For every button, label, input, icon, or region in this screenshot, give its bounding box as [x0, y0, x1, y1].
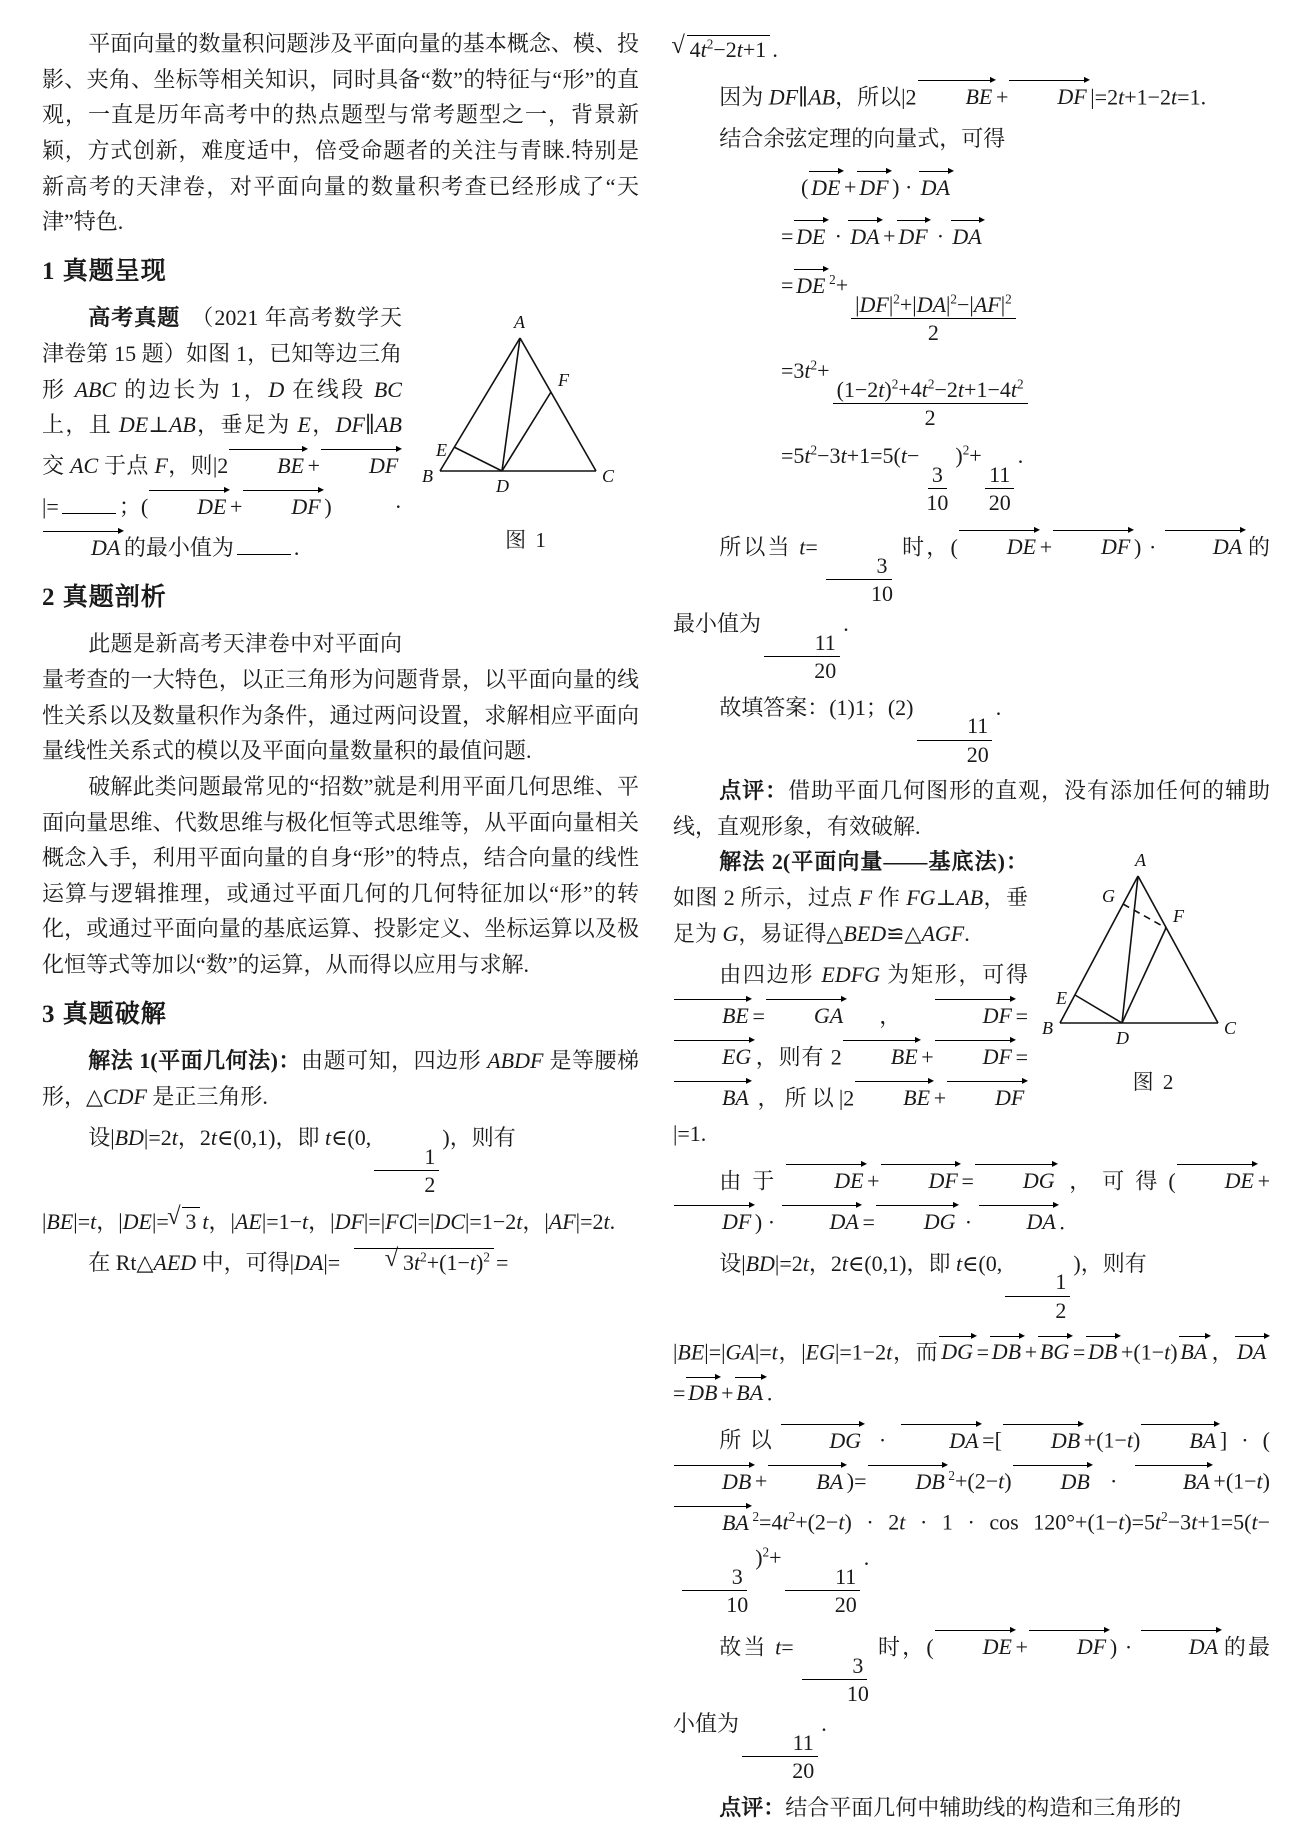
solution-1-text: 由题可知，四边形 ABDF 是等腰梯形，△CDF 是正三角形.	[42, 1048, 639, 1109]
problem-label: 高考真题	[88, 305, 181, 331]
fig1-side-AC	[520, 338, 596, 471]
figure-2	[1038, 848, 1270, 1099]
fig1-label-F: F	[558, 370, 569, 391]
fig1-label-B: B	[422, 466, 433, 487]
fig2-segment-ED	[1075, 995, 1122, 1023]
fig2-segment-DF	[1122, 928, 1166, 1023]
figure-2-caption: 图 2	[1132, 1070, 1176, 1095]
section-2-heading: 2 真题剖析	[42, 583, 167, 611]
fig1-side-AB	[440, 338, 520, 471]
figure-1-caption: 图 1	[505, 528, 548, 553]
fig2-label-F: F	[1173, 906, 1184, 927]
derivation-line-5: $=5t^2-3t+1=5(t-$ $\frac{3}{10}$ )$^2$+ $\frac{11}{20}$ .	[781, 443, 1024, 516]
solution-1-paragraph	[42, 1043, 639, 1114]
solution-2-block	[673, 844, 1270, 1151]
minimum-conclusion: 所以当 t= $\frac{3}{10}$ 时，( DE + DF ) · DA 的最小值为 $\frac{11}{20}$ .	[673, 524, 1270, 684]
analysis-paragraph-2: 破解此类问题最常见的“招数”就是利用平面几何思维、平面向量思维、代数思维与极化恒等式思维等，从平面向量相关概念入手，利用平面向量的自身“形”的特点，结合向量的线性运算与逻辑推理，或通过平面几何的几何特征加以“形”的转化，或通过平面向量的基底运算、投影定义、坐标运算以及极化恒等式等加以“数”的运算，从而得以应用与求解.	[42, 773, 639, 978]
comment-2-label: 点评：	[719, 1794, 786, 1820]
fig1-segment-AD	[502, 338, 520, 471]
right-column	[673, 26, 1270, 1825]
fig2-label-D: D	[1116, 1028, 1129, 1049]
figure-1	[414, 306, 639, 557]
derivation-line-4: $=3t^2+$ $\frac{(1-2t)^2+4t^2-2t+1-4t^2}{2}$	[673, 353, 1270, 430]
formula-module-result: 因为 DF∥AB，所以|2 BE + DF |=2t+1−2t=1.	[673, 74, 1270, 115]
fig1-label-D: D	[496, 476, 509, 497]
fig1-segment-ED	[454, 447, 502, 471]
fig2-side-AB	[1060, 876, 1138, 1023]
solution-2-text: 如图 2 所示，过点 F 作 FG⊥AB，垂足为 G，易证得△BED≌△AGF.	[673, 884, 1028, 946]
fig1-label-A: A	[514, 312, 525, 333]
derivation-line-2: = DE · DA + DF · DA	[673, 213, 1270, 254]
intro-paragraph: 平面向量的数量积问题涉及平面向量的基本概念、模、投影、夹角、坐标等相关知识，同时具备“数”的特征与“形”的直观，一直是历年高考中的热点题型与常考题型之一，背景新颖，方式创新，难度适中，倍受命题者的关注与青睐.特别是新高考的天津卷，对平面向量的数量积考查已经形成了“天津”特色.	[42, 31, 639, 235]
derivation-line-3: = DE $^2$+ $\frac{|DF|^2+|DA|^2-|AF|^2}{2}$	[673, 262, 1270, 345]
cosine-rule-intro: 结合余弦定理的向量式，可得	[719, 125, 1006, 151]
setup-paragraph: 设|BD|=2t，2t∈(0,1)，即 t∈(0, $\frac{1}{2}$ )，则有	[719, 1250, 1147, 1323]
lengths-paragraph: |BE|=|GA|=t，|EG|=1−2t，而 DG = DB + BG = DB +(1−t) BA ， DA= DB + BA .	[673, 1329, 1270, 1411]
problem-text: （2021 年高考数学天津卷第 15 题）如图 1，已知等边三角形 ABC 的边长为 1，D 在线段 BC 上，且 DE⊥AB，垂足为 E，DF∥AB 交 AC 于点 F，则|2 BE + DF|= ；( DE + DF ) · DA 的最小值为 .	[42, 305, 402, 561]
solution-1-line-1: 设|BD|=2t，2t∈(0,1)，即 t∈(0, $\frac{1}{2}$ )，则有	[88, 1125, 516, 1198]
formula-sqrt-result: √ $4t^2-2t+1$ .	[673, 32, 1270, 68]
comment-2	[673, 1790, 1270, 1826]
section-1-heading: 1 真题呈现	[42, 257, 167, 285]
dot-product-expansion: 所以 DG · DA =[ DB +(1−t) BA ] · (DB + BA )= DB $^2$+(2−t) DB · BA +(1−t)BA $^2=4t^2+(2-t) \cdot 2t \cdot 1 \cdot \cos 120^\circ+(1-t)=5t^2-3t+1=5(t-$ $\frac{3}{10}$ )$^2$+ $\frac{11}{20}$ .	[673, 1417, 1270, 1617]
fig1-label-C: C	[602, 466, 615, 487]
fig1-segment-DF	[502, 392, 551, 471]
fig2-label-C: C	[1224, 1018, 1237, 1039]
fig2-side-AC	[1138, 876, 1218, 1023]
rectangle-paragraph: 由四边形 EDFG 为矩形，可得BE = GA ， DF =EG ，则有 2 BE + DF =BA ，所以|2 BE + DF|=1.	[673, 962, 1028, 1146]
comment-1-text: 借助平面几何图形的直观，没有添加任何的辅助线，直观形象，有效破解.	[673, 778, 1270, 839]
fig2-label-E: E	[1056, 988, 1067, 1009]
fig2-label-A: A	[1135, 850, 1146, 871]
fig2-segment-AD	[1122, 876, 1138, 1023]
derivation-line-1: ( DE + DF ) · DA	[673, 164, 1270, 205]
fig2-label-G: G	[1102, 886, 1115, 907]
solution-1-line-3: 在 Rt△AED 中，可得|DA|= √ $3t^2+(1-t)^2$ =	[42, 1245, 639, 1281]
solution-1-line-2: |BE|=t，|DE|= √ 3 t，|AE|=1−t，|DF|=|FC|=|DC|=1−2t，|AF|=2t.	[42, 1204, 639, 1240]
minimum-conclusion-2: 故当 t= $\frac{3}{10}$ 时，( DE + DF ) · DA 的最小值为 $\frac{11}{20}$ .	[673, 1624, 1270, 1784]
solution-2-label: 解法 2(平面向量——基底法)：	[719, 849, 1028, 875]
left-column	[42, 26, 639, 1825]
solution-1-label: 解法 1(平面几何法)：	[88, 1048, 302, 1074]
section-3-heading: 3 真题破解	[42, 1000, 167, 1028]
comment-1	[673, 773, 1270, 844]
analysis-paragraph-1: 此题是新高考天津卷中对平面向量考查的一大特色，以正三角形为问题背景，以平面向量的线性关系以及数量积作为条件，通过两问设置，求解相应平面向量线性关系式的模以及平面向量数量积的最值问题.	[42, 631, 639, 764]
figure-1-diagram	[414, 306, 639, 521]
figure-2-diagram	[1038, 848, 1270, 1063]
fig1-label-E: E	[436, 440, 447, 461]
problem-block	[42, 300, 639, 566]
comment-2-text: 结合平面几何中辅助线的构造和三角形的	[785, 1794, 1182, 1820]
fig2-label-B: B	[1042, 1018, 1053, 1039]
comment-1-label: 点评：	[719, 778, 789, 803]
vector-sum-paragraph: 由于 DE + DF = DG ，可得( DE +DF ) · DA = DG · DA .	[673, 1158, 1270, 1240]
answer-line: 故填答案：(1)1；(2) $\frac{11}{20}$ .	[719, 694, 1002, 767]
